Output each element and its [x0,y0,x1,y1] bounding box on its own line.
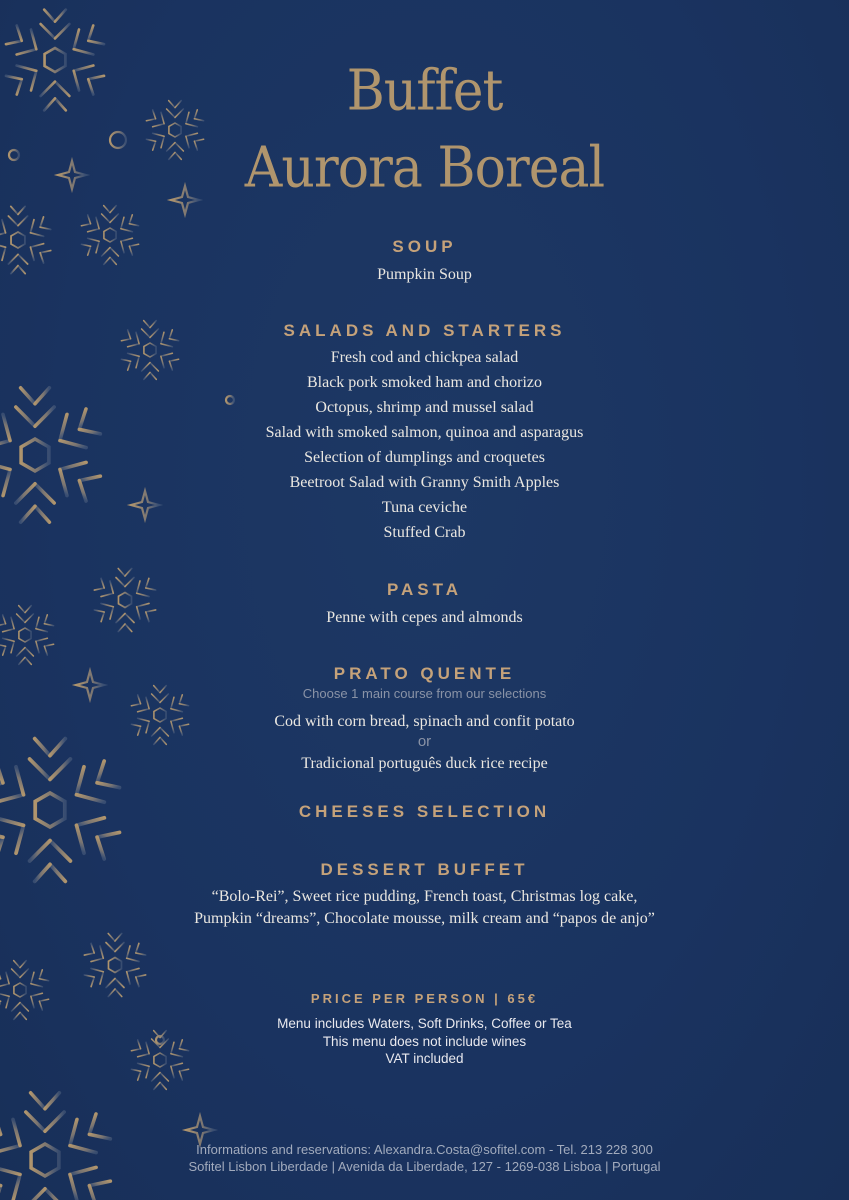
pasta-item: Penne with cepes and almonds [326,609,523,626]
dessert-line-2: Pumpkin “dreams”, Chocolate mousse, milk cream and “papos de anjo” [194,910,655,927]
footer-address: Sofitel Lisbon Liberdade | Avenida da Liberdade, 127 - 1269-038 Lisboa | Portugal [188,1159,661,1174]
footer-contact: Informations and reservations: Alexandra.Costa@sofitel.com - Tel. 213 228 300 [196,1142,653,1157]
main-note: Choose 1 main course from our selections [302,686,547,701]
price-info-line: Menu includes Waters, Soft Drinks, Coffee or Tea [277,1016,572,1031]
pasta-heading: PASTA [386,580,463,599]
footer [0,1141,849,1175]
price-info-line: This menu does not include wines [322,1033,527,1049]
list-item: Selection of dumplings and croquetes [304,449,545,466]
price-heading: PRICE PER PERSON | 65€ [310,991,539,1006]
price-info [0,1015,849,1068]
soup-item: Pumpkin Soup [377,266,472,283]
list-item: Fresh cod and chickpea salad [330,349,519,366]
salads-list [0,345,849,545]
title-line-1: Buffet [346,58,503,124]
list-item: Black pork smoked ham and chorizo [306,374,543,391]
soup-heading: SOUP [392,237,457,256]
title-line-2: Aurora Boreal [244,135,605,201]
list-item: Stuffed Crab [383,524,466,541]
main-option-1: Cod with corn bread, spinach and confit potato [274,713,575,730]
list-item: Beetroot Salad with Granny Smith Apples [289,474,560,491]
list-item: Octopus, shrimp and mussel salad [315,399,534,416]
salads-heading: SALADS AND STARTERS [283,321,566,340]
main-heading: PRATO QUENTE [333,664,516,683]
main-option-2: Tradicional português duck rice recipe [301,755,548,772]
dessert-heading: DESSERT BUFFET [320,860,529,879]
list-item: Salad with smoked salmon, quinoa and asparagus [265,424,584,441]
main-or: or [417,733,432,750]
cheeses-heading: CHEESES SELECTION [298,802,551,821]
dessert-line-1: “Bolo-Rei”, Sweet rice pudding, French toast, Christmas log cake, [211,888,638,905]
price-info-line: VAT included [385,1051,464,1066]
list-item: Tuna ceviche [381,499,468,516]
